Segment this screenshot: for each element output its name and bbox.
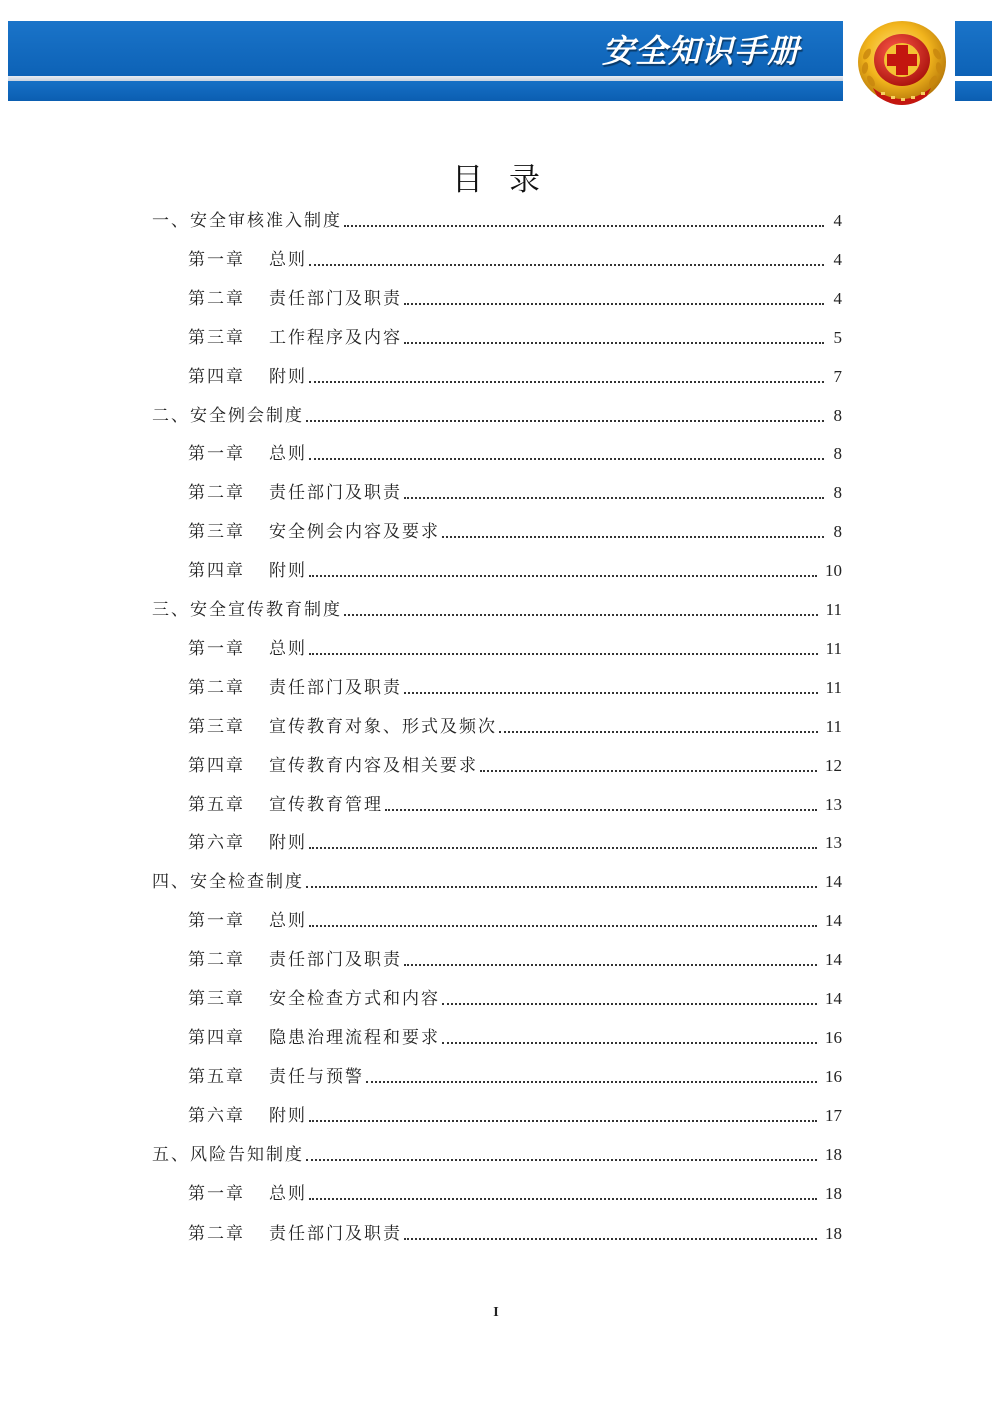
toc-entry-title: 责任部门及职责 xyxy=(269,677,402,698)
toc-page-number: 8 xyxy=(833,483,842,503)
toc-dot-leader xyxy=(309,263,824,266)
toc-chapter-number: 第二章 xyxy=(188,1224,245,1245)
toc-entry-title: 隐患治理流程和要求 xyxy=(269,1027,440,1048)
toc-chapter-number: 第三章 xyxy=(188,716,245,737)
toc-dot-leader xyxy=(344,613,818,616)
toc-chapter-number: 第六章 xyxy=(188,1105,245,1126)
toc-page-number: 7 xyxy=(833,366,842,386)
toc-entry-title: 附则 xyxy=(269,561,307,582)
toc-chapter-entry[interactable] xyxy=(188,945,842,971)
toc-dot-leader xyxy=(480,769,817,772)
toc-chapter-entry[interactable] xyxy=(188,478,842,504)
toc-dot-leader xyxy=(404,341,824,344)
header-banner-right xyxy=(955,21,992,76)
toc-chapter-number: 第五章 xyxy=(188,1066,245,1087)
toc-chapter-number: 第二章 xyxy=(188,950,245,971)
toc-entry-title: 安全例会内容及要求 xyxy=(269,522,440,543)
toc-page-number: 8 xyxy=(833,522,842,542)
toc-page-number: 16 xyxy=(825,1027,842,1047)
toc-chapter-number: 第二章 xyxy=(188,483,245,504)
toc-page-number: 13 xyxy=(825,794,842,814)
toc-chapter-number: 第六章 xyxy=(188,833,245,854)
toc-chapter-entry[interactable] xyxy=(188,1062,842,1088)
toc-chapter-entry[interactable] xyxy=(188,1179,842,1205)
toc-dot-leader xyxy=(442,1041,817,1044)
toc-chapter-number: 第三章 xyxy=(188,989,245,1009)
toc-page-number: 14 xyxy=(825,872,842,892)
toc-chapter-number: 第一章 xyxy=(188,638,245,659)
toc-page-number: 11 xyxy=(825,677,842,697)
toc-dot-leader xyxy=(404,496,824,499)
toc-chapter-number: 第一章 xyxy=(188,444,245,465)
toc-chapter-number: 第四章 xyxy=(188,561,245,582)
toc-chapter-entry[interactable] xyxy=(188,906,842,932)
toc-entry-title: 附则 xyxy=(269,366,307,387)
toc-page-number: 14 xyxy=(825,911,842,931)
toc-dot-leader xyxy=(309,574,817,577)
toc-page-number: 17 xyxy=(825,1105,842,1125)
toc-page-number: 10 xyxy=(825,561,842,581)
toc-chapter-entry[interactable] xyxy=(188,284,842,310)
toc-entry-title: 责任部门及职责 xyxy=(269,1224,402,1245)
toc-page-number: 11 xyxy=(825,600,842,619)
toc-dot-leader xyxy=(306,885,817,888)
safety-emblem-icon xyxy=(853,14,951,106)
toc-page-number: 4 xyxy=(833,249,842,269)
toc-entry-title: 工作程序及内容 xyxy=(269,327,402,348)
toc-entry-title: 责任部门及职责 xyxy=(269,483,402,504)
toc-chapter-number: 第一章 xyxy=(188,249,245,270)
toc-dot-leader xyxy=(404,963,817,966)
toc-chapter-entry[interactable] xyxy=(188,323,842,349)
toc-entry-title: 总则 xyxy=(269,911,307,932)
toc-page-number: 5 xyxy=(833,327,842,347)
toc-dot-leader xyxy=(404,1237,817,1240)
toc-section-entry[interactable] xyxy=(152,867,842,893)
toc-dot-leader xyxy=(309,846,817,849)
header-banner-right-lower xyxy=(955,81,992,101)
toc-chapter-number: 第一章 xyxy=(188,911,245,932)
toc-chapter-entry[interactable] xyxy=(188,712,842,738)
toc-chapter-entry[interactable] xyxy=(188,790,842,816)
page-number: I xyxy=(493,1305,499,1320)
toc-dot-leader xyxy=(309,457,824,460)
toc-entry-title: 安全检查方式和内容 xyxy=(269,989,440,1009)
toc-chapter-number: 第三章 xyxy=(188,522,245,543)
toc-chapter-entry[interactable] xyxy=(188,556,842,582)
toc-dot-leader xyxy=(309,652,818,655)
toc-chapter-entry[interactable] xyxy=(188,751,842,777)
toc-section-entry[interactable] xyxy=(152,595,842,621)
toc-entry-title: 责任部门及职责 xyxy=(269,288,402,309)
toc-entry-title: 五、风险告知制度 xyxy=(152,1144,304,1165)
toc-dot-leader xyxy=(306,419,824,422)
toc-entry-title: 责任与预警 xyxy=(269,1066,364,1087)
toc-chapter-entry[interactable] xyxy=(188,517,842,543)
toc-chapter-entry[interactable] xyxy=(188,1101,842,1127)
toc-chapter-entry[interactable] xyxy=(188,673,842,699)
toc-dot-leader xyxy=(309,924,817,927)
toc-chapter-number: 第二章 xyxy=(188,288,245,309)
toc-entry-title: 三、安全宣传教育制度 xyxy=(152,600,342,620)
toc-section-entry[interactable] xyxy=(152,206,842,232)
toc-entry-title: 宣传教育内容及相关要求 xyxy=(269,755,478,776)
toc-dot-leader xyxy=(309,1197,817,1200)
toc-chapter-entry[interactable] xyxy=(188,828,842,854)
toc-dot-leader xyxy=(309,1119,817,1122)
toc-dot-leader xyxy=(404,302,824,305)
toc-chapter-entry[interactable] xyxy=(188,634,842,660)
toc-entry-title: 附则 xyxy=(269,1105,307,1126)
toc-chapter-entry[interactable] xyxy=(188,245,842,271)
manual-title: 安全知识手册 xyxy=(601,32,800,70)
toc-entry-title: 附则 xyxy=(269,833,307,854)
toc-page-number: 4 xyxy=(833,211,842,230)
toc-page-number: 11 xyxy=(825,638,842,658)
toc-dot-leader xyxy=(306,1158,817,1161)
toc-chapter-number: 第三章 xyxy=(188,327,245,348)
toc-entry-title: 总则 xyxy=(269,1183,307,1204)
toc-dot-leader xyxy=(309,380,824,383)
toc-page-number: 14 xyxy=(825,989,842,1008)
toc-dot-leader xyxy=(442,1002,817,1005)
toc-dot-leader xyxy=(404,691,818,694)
toc-page-number: 13 xyxy=(825,833,842,853)
toc-page-number: 8 xyxy=(833,444,842,464)
toc-dot-leader xyxy=(366,1080,817,1083)
toc-chapter-entry[interactable] xyxy=(188,1219,842,1245)
toc-entry-title: 二、安全例会制度 xyxy=(152,405,304,426)
toc-chapter-entry[interactable] xyxy=(188,439,842,465)
toc-page-number: 18 xyxy=(825,1183,842,1203)
toc-chapter-entry[interactable] xyxy=(188,1023,842,1049)
toc-entry-title: 总则 xyxy=(269,249,307,270)
toc-chapter-number: 第五章 xyxy=(188,794,245,815)
toc-page-number: 4 xyxy=(833,288,842,308)
toc-page-number: 16 xyxy=(825,1066,842,1086)
toc-dot-leader xyxy=(442,535,824,538)
toc-page-number: 14 xyxy=(825,950,842,970)
toc-dot-leader xyxy=(385,808,817,811)
toc-page-number: 18 xyxy=(825,1224,842,1244)
toc-title: 目录 xyxy=(452,162,566,198)
toc-dot-leader xyxy=(499,730,818,733)
toc-entry-title: 四、安全检查制度 xyxy=(152,872,304,893)
toc-page-number: 8 xyxy=(833,405,842,425)
toc-entry-title: 宣传教育管理 xyxy=(269,794,383,815)
toc-entry-title: 总则 xyxy=(269,444,307,465)
toc-page-number: 11 xyxy=(825,716,842,736)
toc-entry-title: 责任部门及职责 xyxy=(269,950,402,971)
toc-chapter-number: 第四章 xyxy=(188,755,245,776)
toc-chapter-entry[interactable] xyxy=(188,362,842,388)
toc-chapter-number: 第四章 xyxy=(188,366,245,387)
toc-chapter-number: 第一章 xyxy=(188,1183,245,1204)
toc-chapter-number: 第四章 xyxy=(188,1027,245,1048)
toc-dot-leader xyxy=(344,224,824,227)
toc-entry-title: 宣传教育对象、形式及频次 xyxy=(269,716,497,737)
toc-chapter-number: 第二章 xyxy=(188,677,245,698)
toc-entry-title: 一、安全审核准入制度 xyxy=(152,211,342,231)
toc-page-number: 18 xyxy=(825,1144,842,1164)
header-banner-lower xyxy=(8,81,843,101)
toc-page-number: 12 xyxy=(825,755,842,775)
toc-entry-title: 总则 xyxy=(269,638,307,659)
toc-section-entry[interactable] xyxy=(152,401,842,427)
toc-chapter-entry[interactable] xyxy=(188,984,842,1010)
toc-section-entry[interactable] xyxy=(152,1140,842,1166)
